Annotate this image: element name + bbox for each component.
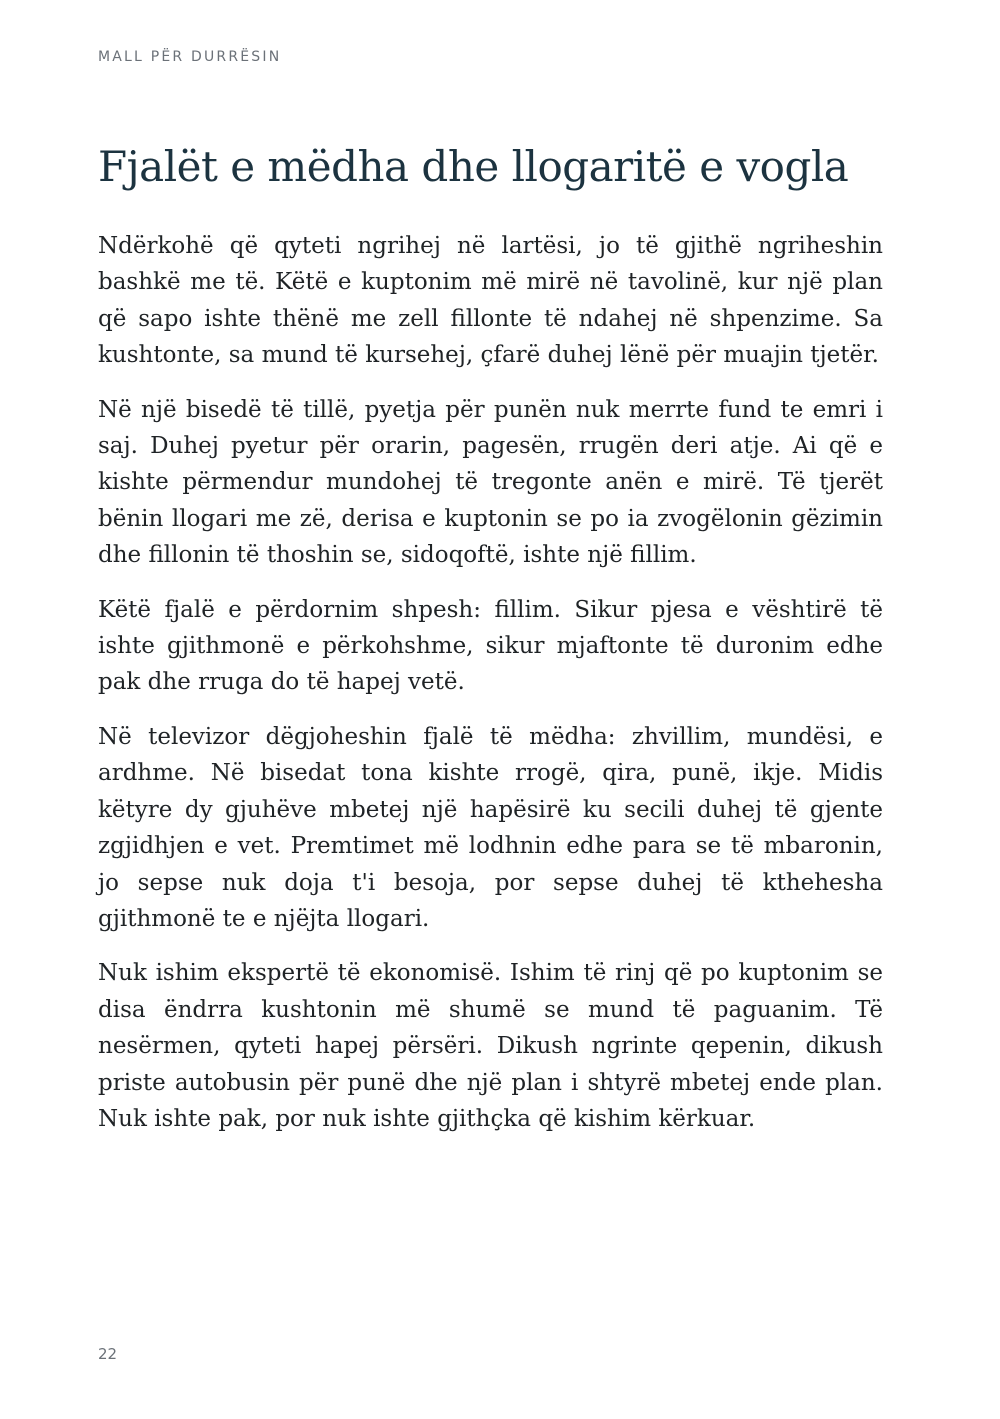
chapter-title: Fjalët e mëdha dhe llogaritë e vogla — [98, 142, 849, 191]
running-header: MALL PËR DURRËSIN — [98, 49, 282, 65]
paragraph: Në televizor dëgjoheshin fjalë të mëdha: zhvillim, mundësi, e ardhme. Në bisedat tona kishte rrogë, qira, punë, ikje. Midis këtyre dy gjuhëve mbetej një hapësirë ku secili duhej të gjente zgjidhjen e vet. Premtimet më lodhnin edhe para se të mbaronin, jo sepse nuk doja t'i besoja, por sepse duhej të kthehesha gjithmonë te e njëjta llogari. — [98, 723, 883, 932]
paragraph: Në një bisedë të tillë, pyetja për punën nuk merrte fund te emri i saj. Duhej pyetur për orarin, pagesën, rrugën deri atje. Ai që e kishte përmendur mundohej të tregonte anën e mirë. Të tjerët bënin llogari me zë, derisa e kuptonin se po ia zvogëlonin gëzimin dhe fillonin të thoshin se, sidoqoftë, ishte një fillim. — [98, 396, 883, 569]
paragraph: Këtë fjalë e përdornim shpesh: fillim. Sikur pjesa e vështirë të ishte gjithmonë e përkohshme, sikur mjaftonte të duronim edhe pak dhe rruga do të hapej vetë. — [98, 596, 883, 696]
chapter-body — [98, 228, 883, 1155]
page-number: 22 — [98, 1345, 118, 1363]
paragraph: Nuk ishim ekspertë të ekonomisë. Ishim të rinj që po kuptonim se disa ëndrra kushtonin më shumë se mund të paguanim. Të nesërmen, qyteti hapej përsëri. Dikush ngrinte qepenin, dikush priste autobusin për punë dhe një plan i shtyrë mbetej ende plan. Nuk ishte pak, por nuk ishte gjithçka që kishim kërkuar. — [98, 960, 883, 1132]
paragraph: Ndërkohë që qyteti ngrihej në lartësi, jo të gjithë ngriheshin bashkë me të. Këtë e kuptonim më mirë në tavolinë, kur një plan që sapo ishte thënë me zell fillonte të ndahej në shpenzime. Sa kushtonte, sa mund të kursehej, çfarë duhej lënë për muajin tjetër. — [98, 233, 883, 369]
